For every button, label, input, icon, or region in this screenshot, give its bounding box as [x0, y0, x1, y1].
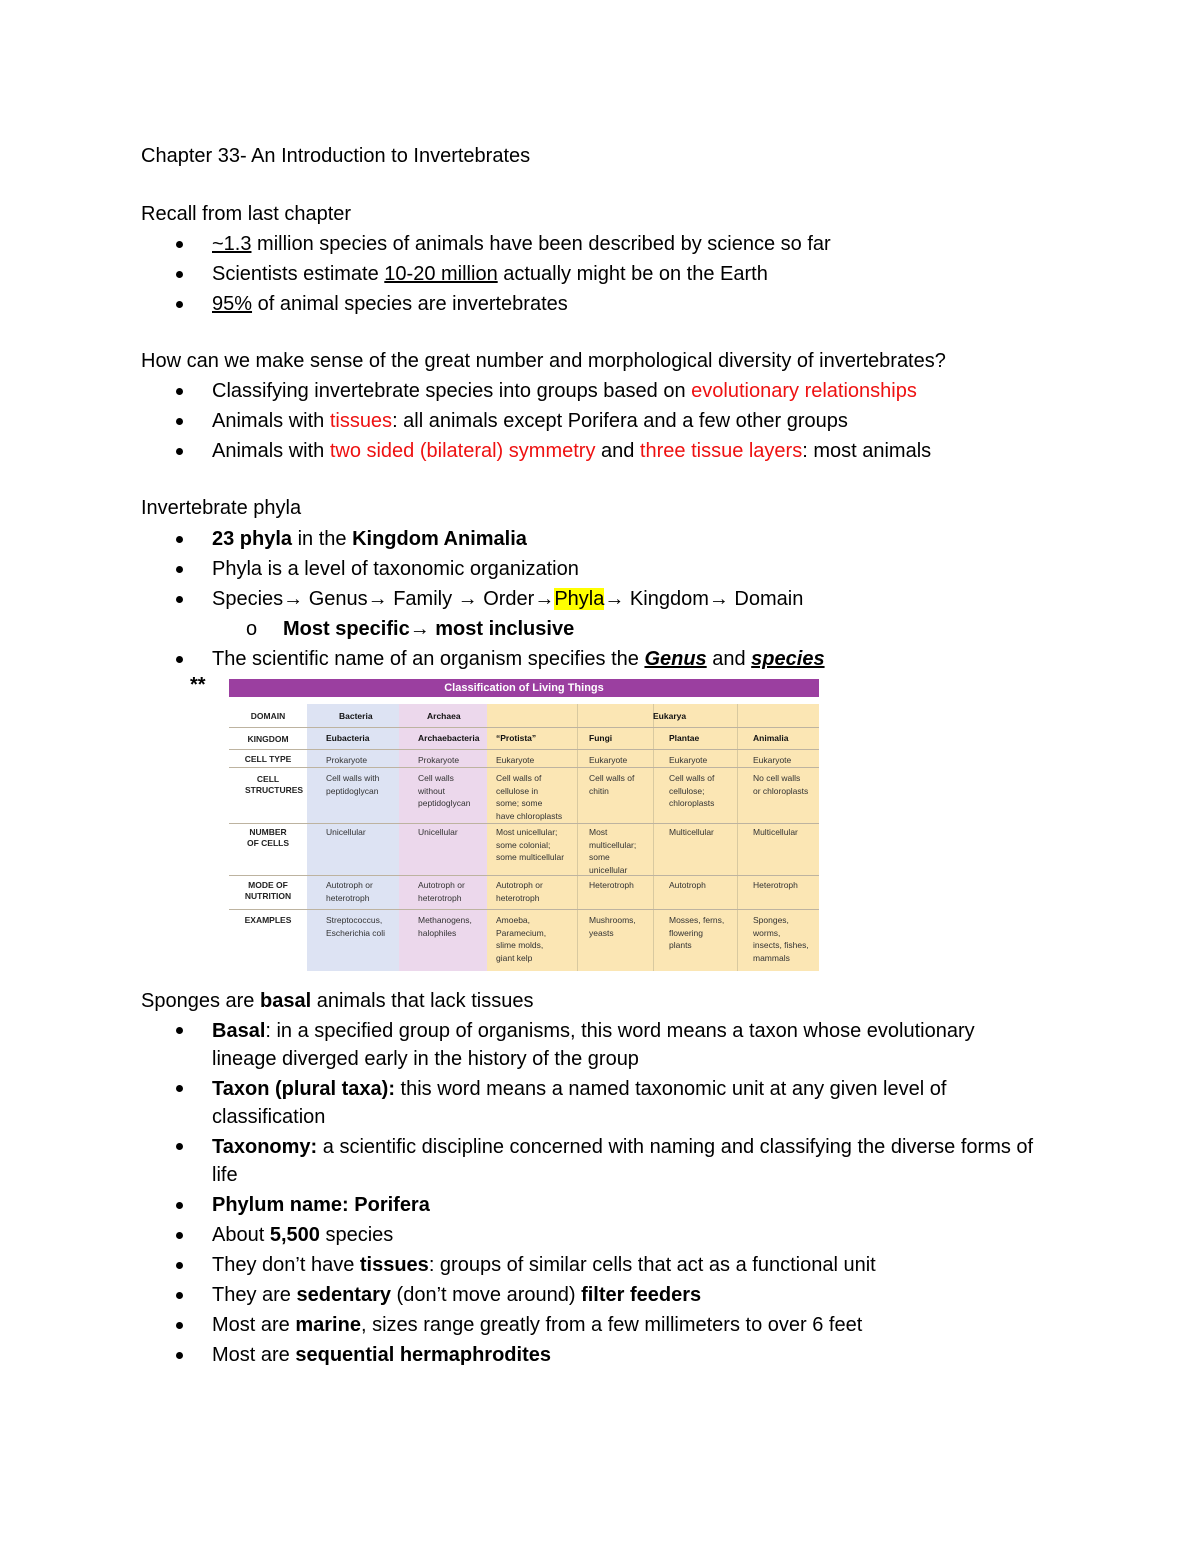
double-asterisk: **: [190, 674, 206, 696]
row-label-cell-structures: CELL STRUCTURES: [245, 774, 304, 795]
list-item: Phylum name: Porifera: [176, 1190, 1042, 1220]
table-cell-cells-0: Unicellular: [326, 827, 366, 837]
row-label-kingdom: KINGDOM: [247, 734, 289, 744]
table-cell-structures-0: Cell walls with peptidoglycan: [326, 773, 380, 796]
divider: [229, 875, 819, 876]
row-label-cell-type: CELL TYPE: [244, 754, 292, 764]
list-item: Species→ Genus→ Family → Order→Phyla→ Kingdom→ Domain: [176, 584, 825, 614]
table-cell-kingdoms-3: Fungi: [589, 733, 613, 743]
table-cell-cell-type-4: Eukaryote: [669, 755, 708, 765]
arrow-icon: →: [283, 588, 304, 610]
divider: [229, 727, 819, 728]
list-item: Phyla is a level of taxonomic organization: [176, 554, 825, 584]
table-cell-structures-2: Cell walls of cellulose in some; some have chloroplasts: [496, 773, 563, 821]
row-label-domain: DOMAIN: [250, 711, 286, 721]
domain-eukarya: Eukarya: [653, 711, 687, 721]
arrow-icon: →: [409, 618, 430, 640]
diversity-list: [176, 376, 931, 466]
list-item: The scientific name of an organism specifies the Genus and species: [176, 644, 825, 674]
table-cell-nutrition-3: Heterotroph: [589, 880, 634, 890]
list-item: 23 phyla in the Kingdom Animalia: [176, 524, 825, 554]
sponges-list: [176, 1016, 1042, 1370]
divider: [737, 704, 738, 971]
list-item: They don’t have tissues: groups of similar cells that act as a functional unit: [176, 1250, 1042, 1280]
table-cell-cells-2: Most unicellular; some colonial; some multicellular: [496, 827, 565, 862]
table-cell-cells-3: Most multicellular; some unicellular: [589, 827, 637, 875]
table-cell-examples-0: Streptococcus, Escherichia coli: [326, 915, 386, 938]
table-cell-structures-3: Cell walls of chitin: [589, 773, 635, 796]
table-cell-cell-type-5: Eukaryote: [753, 755, 792, 765]
row-label-mode-of-nutrition: MODE OF NUTRITION: [244, 880, 292, 901]
sub-list-item: o Most specific→ most inclusive: [246, 618, 575, 640]
table-cell-nutrition-4: Autotroph: [669, 880, 706, 890]
table-cell-kingdoms-2: “Protista”: [496, 733, 537, 743]
list-item: Scientists estimate 10-20 million actually might be on the Earth: [176, 259, 831, 289]
list-item: Most are marine, sizes range greatly from a few millimeters to over 6 feet: [176, 1310, 1042, 1340]
divider: [229, 749, 819, 750]
table-cell-cell-type-1: Prokaryote: [418, 755, 460, 765]
list-item: Animals with tissues: all animals except Porifera and a few other groups: [176, 406, 931, 436]
list-item: Most are sequential hermaphrodites: [176, 1340, 1042, 1370]
arrow-icon: →: [457, 588, 478, 610]
divider: [229, 767, 819, 768]
list-item: ~1.3 million species of animals have been described by science so far: [176, 229, 831, 259]
table-title: Classification of Living Things: [229, 679, 819, 697]
list-item: Classifying invertebrate species into groups based on evolutionary relationships: [176, 376, 931, 406]
table-cell-nutrition-1: Autotroph or heterotroph: [418, 880, 465, 903]
table-cell-structures-1: Cell walls without peptidoglycan: [418, 773, 471, 808]
arrow-icon: →: [367, 588, 388, 610]
table-cell-nutrition-2: Autotroph or heterotroph: [496, 880, 543, 903]
table-cell-examples-2: Amoeba, Paramecium, slime molds, giant kelp: [496, 915, 547, 963]
table-cell-nutrition-0: Autotroph or heterotroph: [326, 880, 373, 903]
domain-bacteria: Bacteria: [339, 711, 373, 721]
list-item: They are sedentary (don’t move around) filter feeders: [176, 1280, 1042, 1310]
arrow-icon: →: [534, 588, 555, 610]
list-item: About 5,500 species: [176, 1220, 1042, 1250]
list-item: 95% of animal species are invertebrates: [176, 289, 831, 319]
row-label-number-of-cells: NUMBER OF CELLS: [246, 827, 290, 848]
table-cell-cell-type-2: Eukaryote: [496, 755, 535, 765]
table-cell-kingdoms-5: Animalia: [753, 733, 789, 743]
list-item: Taxonomy: a scientific discipline concerned with naming and classifying the diverse forms of life: [176, 1132, 1042, 1190]
table-cell-examples-5: Sponges, worms, insects, fishes, mammals: [753, 915, 809, 963]
recall-list: [176, 229, 831, 319]
divider: [229, 909, 819, 910]
table-cell-structures-5: No cell walls or chloroplasts: [753, 773, 809, 796]
table-cell-cell-type-0: Prokaryote: [326, 755, 368, 765]
diversity-question: How can we make sense of the great number and morphological diversity of invertebrates?: [141, 350, 946, 372]
table-cell-kingdoms-4: Plantae: [669, 733, 700, 743]
table-cell-structures-4: Cell walls of cellulose; chloroplasts: [669, 773, 715, 808]
sponges-heading: Sponges are basal animals that lack tissues: [141, 990, 534, 1012]
table-cell-nutrition-5: Heterotroph: [753, 880, 798, 890]
arrow-icon: →: [604, 588, 625, 610]
arrow-icon: →: [708, 588, 729, 610]
table-cell-cells-5: Multicellular: [753, 827, 798, 837]
table-cell-examples-3: Mushrooms, yeasts: [589, 915, 636, 938]
table-cell-cells-1: Unicellular: [418, 827, 458, 837]
table-cell-cell-type-3: Eukaryote: [589, 755, 628, 765]
list-item: Basal: in a specified group of organisms, this word means a taxon whose evolutionary lineage diverged early in the history of the group: [176, 1016, 1042, 1074]
list-item: Taxon (plural taxa): this word means a named taxonomic unit at any given level of classification: [176, 1074, 1042, 1132]
chapter-title: Chapter 33- An Introduction to Invertebrates: [141, 145, 531, 167]
classification-table-image: [229, 679, 819, 971]
divider: [653, 704, 654, 971]
row-label-examples: EXAMPLES: [244, 915, 292, 925]
domain-archaea: Archaea: [427, 711, 461, 721]
divider: [229, 823, 819, 824]
recall-heading: Recall from last chapter: [141, 203, 352, 225]
phyla-list: [176, 524, 825, 674]
list-item: Animals with two sided (bilateral) symmetry and three tissue layers: most animals: [176, 436, 931, 466]
table-cell-examples-1: Methanogens, halophiles: [418, 915, 472, 938]
table-cell-examples-4: Mosses, ferns, flowering plants: [669, 915, 725, 950]
table-cell-kingdoms-1: Archaebacteria: [418, 733, 480, 743]
highlighted-phyla: Phyla: [554, 588, 605, 610]
phyla-heading: Invertebrate phyla: [141, 497, 302, 519]
table-cell-cells-4: Multicellular: [669, 827, 714, 837]
table-cell-kingdoms-0: Eubacteria: [326, 733, 370, 743]
divider: [577, 704, 578, 971]
